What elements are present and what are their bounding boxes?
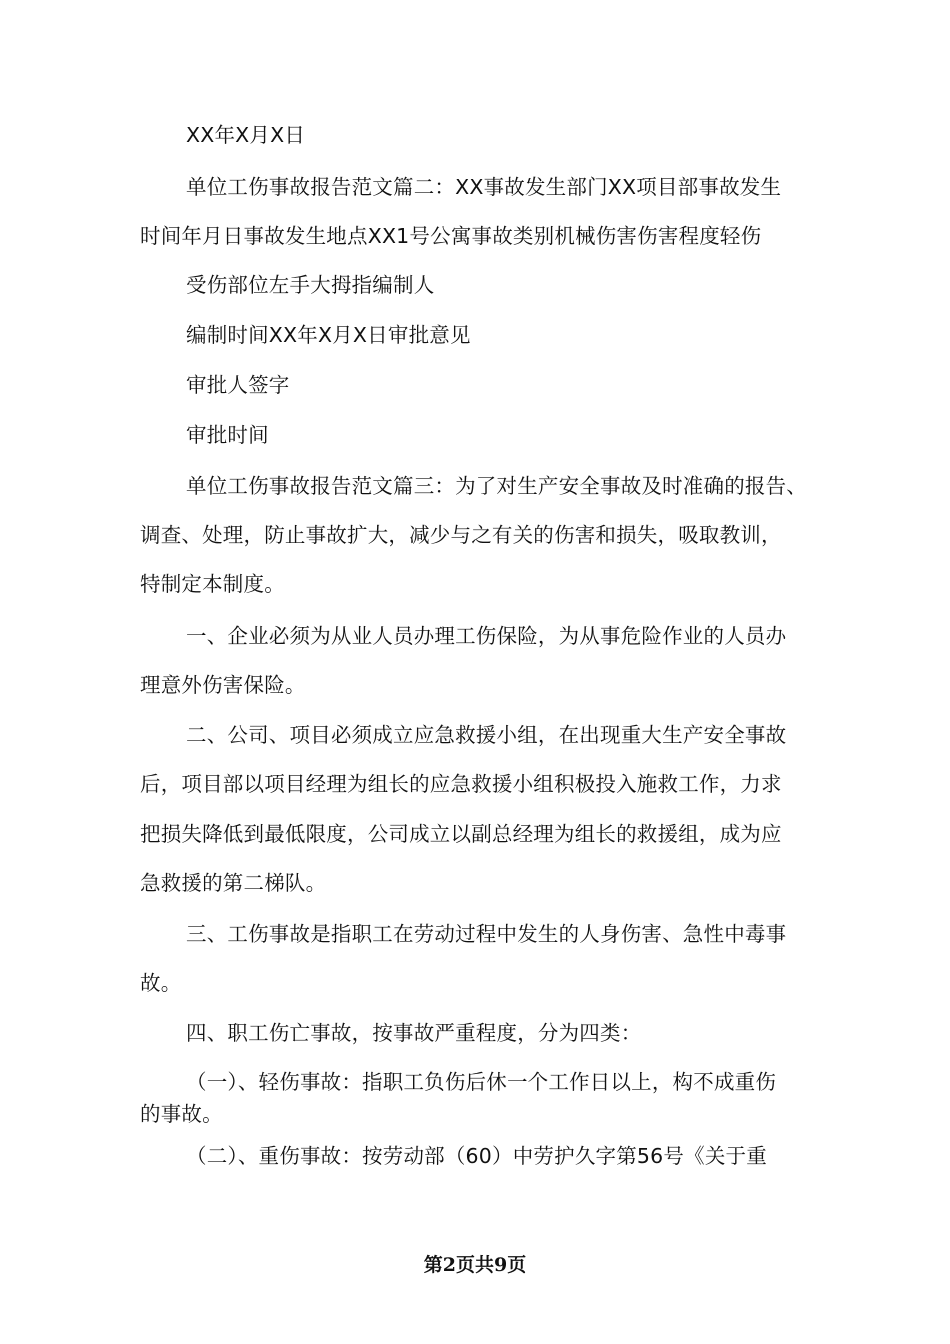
paragraph-line: 时间年月日事故发生地点XX1号公寓事故类别机械伤害伤害程度轻伤 xyxy=(140,224,762,248)
paragraph-line: 把损失降低到最低限度，公司成立以副总经理为组长的救援组，成为应 xyxy=(140,822,782,846)
paragraph-line: 理意外伤害保险。 xyxy=(140,673,306,697)
paragraph-line: 二、公司、项目必须成立应急救援小组，在出现重大生产安全事故 xyxy=(186,723,787,747)
paragraph-line: 审批人签字 xyxy=(186,373,290,397)
paragraph-line: 四、职工伤亡事故，按事故严重程度，分为四类： xyxy=(186,1021,642,1045)
paragraph-line: 单位工伤事故报告范文篇二：XX事故发生部门XX项目部事故发生 xyxy=(186,175,782,199)
paragraph-line: 急救援的第二梯队。 xyxy=(140,871,327,895)
paragraph-line: 一、企业必须为从业人员办理工伤保险，为从事危险作业的人员办 xyxy=(186,624,787,648)
page-footer: 第2页共9页 xyxy=(423,1254,527,1276)
paragraph-line: 审批时间 xyxy=(186,423,269,447)
date-line: XX年X月X日 xyxy=(186,123,306,147)
paragraph-line: 单位工伤事故报告范文篇三：为了对生产安全事故及时准确的报告、 xyxy=(186,474,807,498)
paragraph-line: （一）、轻伤事故：指职工负伤后休一个工作日以上，构不成重伤 xyxy=(186,1070,777,1094)
paragraph-line: （二）、重伤事故：按劳动部（60）中劳护久字第56号《关于重 xyxy=(186,1144,767,1168)
paragraph-line: 调查、处理，防止事故扩大，减少与之有关的伤害和损失，吸取教训， xyxy=(140,523,782,547)
paragraph-line: 编制时间XX年X月X日审批意见 xyxy=(186,323,471,347)
paragraph-line: 受伤部位左手大拇指编制人 xyxy=(186,273,435,297)
paragraph-line: 三、工伤事故是指职工在劳动过程中发生的人身伤害、急性中毒事 xyxy=(186,922,787,946)
paragraph-line: 后，项目部以项目经理为组长的应急救援小组积极投入施救工作，力求 xyxy=(140,772,782,796)
paragraph-line: 的事故。 xyxy=(140,1102,223,1126)
paragraph-line: 特制定本制度。 xyxy=(140,572,285,596)
paragraph-line: 故。 xyxy=(140,971,182,995)
